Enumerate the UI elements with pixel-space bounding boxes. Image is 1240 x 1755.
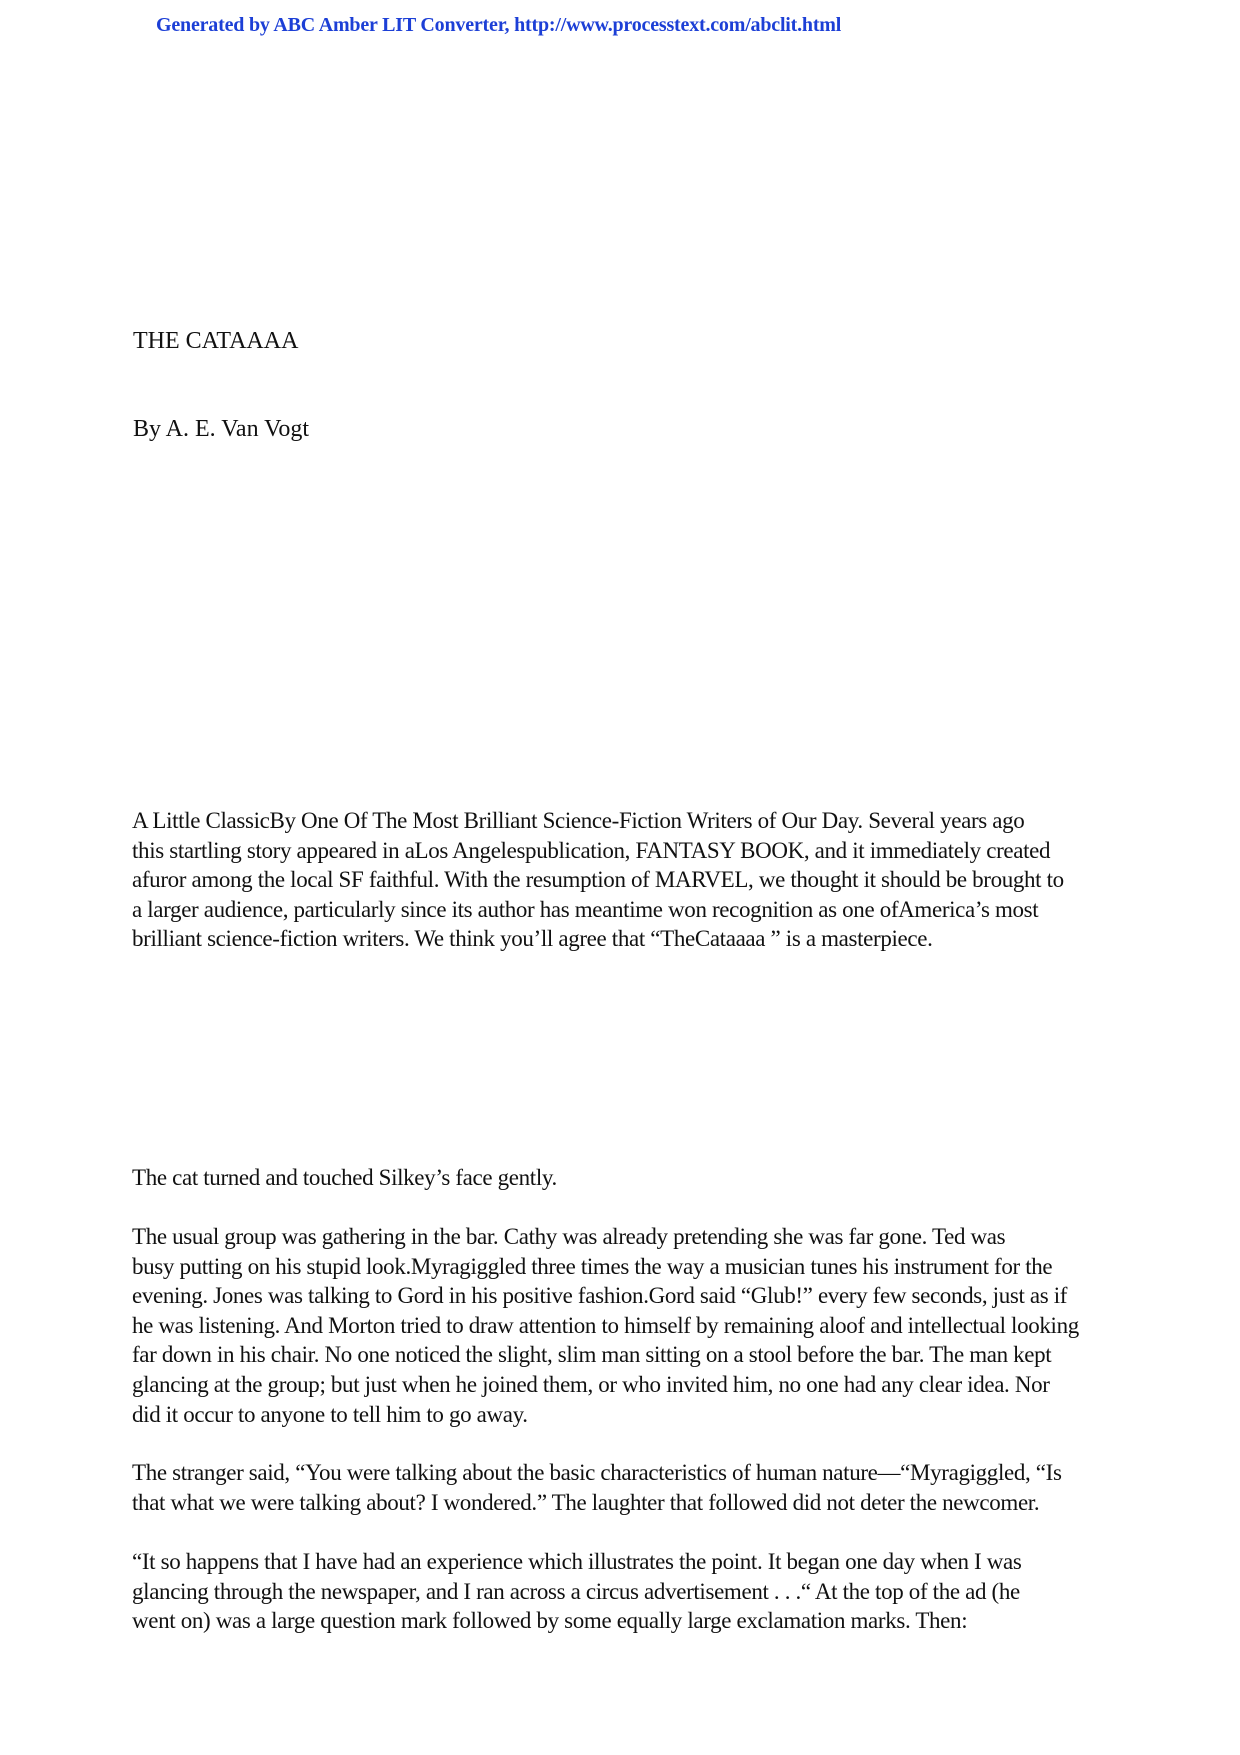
story-paragraph-3 <box>127 1458 1127 1517</box>
story-line: did it occur to anyone to tell him to go away. <box>132 1401 528 1427</box>
story-paragraph-4 <box>127 1547 1127 1636</box>
story-title: THE CATAAAA <box>133 328 299 354</box>
intro-line: brilliant science-fiction writers. We think you’ll agree that “TheCataaaa ” is a masterpiece. <box>132 926 933 952</box>
story-line: The cat turned and touched Silkey’s face gently. <box>132 1165 557 1190</box>
intro-line: a larger audience, particularly since its author has meantime won recognition as one ofAmerica’s most <box>132 896 1039 922</box>
story-line: evening. Jones was talking to Gord in his positive fashion.Gord said “Glub!” every few seconds, just as if <box>132 1283 1068 1309</box>
story-line: busy putting on his stupid look.Myragiggled three times the way a musician tunes his instrument for the <box>132 1253 1053 1279</box>
story-line: went on) was a large question mark followed by some equally large exclamation marks. Then: <box>132 1608 968 1634</box>
story-line: glancing through the newspaper, and I ran across a circus advertisement . . .“ At the top of the ad (he <box>132 1578 1020 1604</box>
intro-paragraph <box>127 806 1127 954</box>
story-line: The usual group was gathering in the bar. Cathy was already pretending she was far gone. Ted was <box>132 1224 1006 1249</box>
converter-header: Generated by ABC Amber LIT Converter, http://www.processtext.com/abclit.html <box>156 14 842 36</box>
story-line: that what we were talking about? I wondered.” The laughter that followed did not deter the newcomer. <box>132 1489 1040 1515</box>
story-byline: By A. E. Van Vogt <box>133 416 310 442</box>
story-paragraph-2 <box>127 1222 1127 1429</box>
story-line: glancing at the group; but just when he joined them, or who invited him, no one had any clear idea. Nor <box>132 1371 1050 1397</box>
story-line: The stranger said, “You were talking about the basic characteristics of human nature—“Myragiggled, “Is <box>132 1460 1062 1485</box>
intro-line: this startling story appeared in aLos Angelespublication, FANTASY BOOK, and it immediately created <box>132 837 1051 863</box>
intro-line: afuror among the local SF faithful. With the resumption of MARVEL, we thought it should be brought to <box>132 867 1064 893</box>
intro-line: A Little ClassicBy One Of The Most Brilliant Science-Fiction Writers of Our Day. Several years ago <box>132 808 1025 833</box>
story-paragraph-1 <box>127 1163 1127 1193</box>
story-line: he was listening. And Morton tried to draw attention to himself by remaining aloof and intellectual looking <box>132 1312 1079 1338</box>
story-line: “It so happens that I have had an experience which illustrates the point. It began one day when I was <box>132 1549 1022 1574</box>
story-line: far down in his chair. No one noticed the slight, slim man sitting on a stool before the bar. The man kept <box>132 1342 1052 1368</box>
